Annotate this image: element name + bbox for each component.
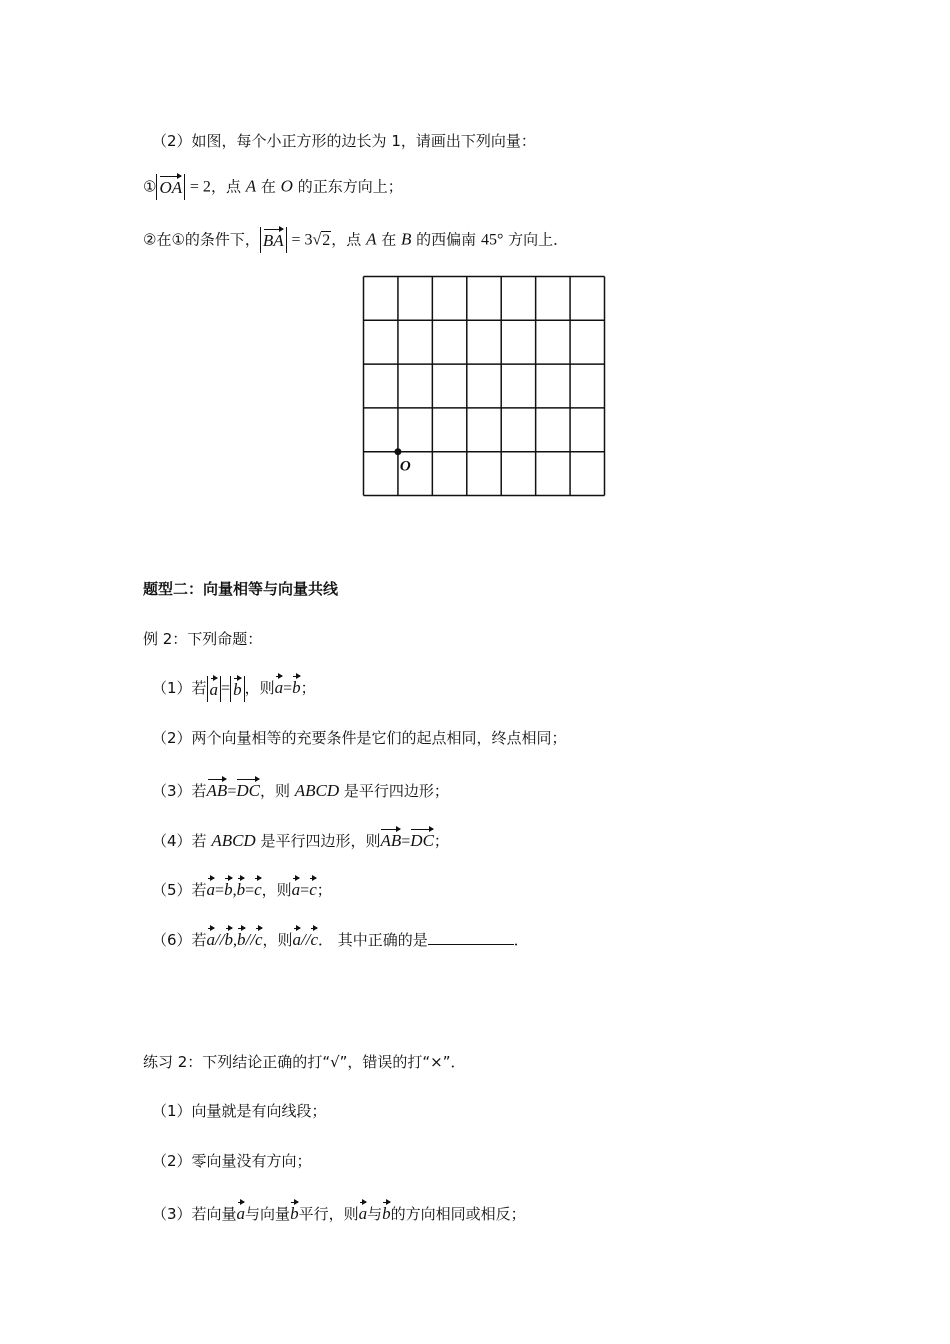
point-a: A (245, 176, 257, 196)
text: 的西偏南 (411, 230, 481, 249)
sqrt-2: 2 (322, 231, 331, 249)
abs-oa (156, 174, 185, 200)
vector-dc: DC (410, 827, 434, 849)
text: 与向量 (245, 1205, 291, 1223)
vector-a: a (207, 876, 216, 898)
vector-a: a (237, 1200, 246, 1222)
eq: = (401, 833, 411, 850)
text: 在 (376, 230, 401, 249)
text: ； (433, 832, 449, 850)
abs-a (207, 676, 222, 702)
proposition-4 (152, 827, 449, 853)
comma: , (233, 932, 237, 949)
angle-45: 45° (480, 231, 504, 249)
text: 方向上． (503, 230, 569, 249)
comma: , (232, 882, 237, 899)
eq: = (283, 680, 293, 697)
vector-a: a (292, 876, 301, 898)
abs-ba (260, 227, 287, 253)
origin-label: O (399, 458, 411, 475)
text: ②在①的条件下， (143, 230, 260, 249)
text: ，则 (261, 881, 292, 899)
practice-question-2: （2）零向量没有方向； (152, 1152, 312, 1170)
proposition-5 (152, 876, 332, 902)
vector-c: c (309, 876, 317, 898)
text: ． (513, 931, 529, 949)
text: （3）若向量 (152, 1205, 237, 1223)
vector-b: b (225, 926, 234, 948)
problem-item-1 (143, 174, 403, 200)
sqrt-sign: √ (312, 231, 322, 249)
eq-2: = 2 (189, 178, 211, 196)
grid-figure (362, 275, 607, 497)
problem-item-2 (143, 227, 568, 253)
quadrilateral-abcd: ABCD (294, 781, 340, 800)
vector-ab: AB (380, 827, 401, 849)
vector-ab: AB (207, 777, 228, 799)
eq: = (300, 882, 310, 899)
vector-c: c (254, 876, 262, 898)
point-b: B (401, 229, 412, 249)
vector-a: a (275, 674, 284, 696)
vector-a: a (207, 926, 216, 948)
text: ，则 (262, 931, 293, 949)
text: 的方向相同或相反； (390, 1205, 526, 1223)
proposition-6 (152, 926, 529, 952)
vector-b: b (224, 876, 233, 898)
vector-a: a (293, 926, 302, 948)
practice-question-3 (152, 1200, 526, 1225)
eq: = (245, 882, 255, 899)
quadrilateral-abcd: ABCD (211, 831, 256, 850)
point-o: O (280, 176, 293, 196)
vector-b: b (290, 1200, 299, 1222)
text: ． 其中正确的是 (318, 931, 428, 949)
text: （1）若 (152, 679, 207, 697)
text: 是平行四边形； (339, 782, 449, 800)
answer-blank[interactable] (428, 930, 514, 945)
vector-b: b (292, 674, 301, 696)
vector-c: c (310, 926, 318, 948)
text: ，则 (259, 782, 295, 800)
problem-intro: （2）如图，每个小正方形的边长为 1，请画出下列向量： (152, 132, 536, 150)
parallel-sign: // (215, 930, 225, 949)
text: ； (316, 881, 332, 899)
vector-a: a (359, 1200, 368, 1222)
vector-a: a (210, 676, 219, 698)
eq-3: = 3 (291, 231, 313, 249)
vector-oa: OA (159, 174, 182, 196)
proposition-3 (152, 777, 449, 803)
text: ，则 (244, 679, 275, 697)
vector-b: b (233, 676, 242, 698)
proposition-1 (152, 674, 316, 702)
practice-question-1: （1）向量就是有向线段； (152, 1102, 327, 1120)
text: ； (300, 679, 316, 697)
origin-point (394, 448, 401, 455)
example-title: 例 2：下列命题： (143, 630, 263, 648)
text: ，点 (331, 230, 367, 249)
text: ，点 (210, 177, 246, 196)
section-heading: 题型二：向量相等与向量共线 (143, 580, 339, 598)
text: （6）若 (152, 931, 207, 949)
vector-b: b (237, 876, 246, 898)
vector-b: b (237, 926, 246, 948)
proposition-2: （2）两个向量相等的充要条件是它们的起点相同，终点相同； (152, 729, 567, 747)
text: 在 (256, 177, 281, 196)
point-a: A (366, 229, 377, 249)
text: （3）若 (152, 782, 207, 800)
text: （4）若 (152, 832, 212, 850)
vector-b: b (382, 1200, 391, 1222)
text: 的正东方向上； (292, 177, 403, 196)
eq: = (221, 680, 231, 697)
practice-title: 练习 2：下列结论正确的打“√”，错误的打“×”． (143, 1053, 466, 1071)
vector-c: c (255, 926, 263, 948)
parallel-sign: // (245, 930, 255, 949)
vector-dc: DC (236, 777, 260, 799)
abs-b (230, 676, 245, 702)
vector-ba: BA (263, 227, 284, 249)
parallel-sign: // (301, 930, 311, 949)
text: 与 (367, 1205, 383, 1223)
eq: = (215, 882, 225, 899)
text: （5）若 (152, 881, 207, 899)
circled-1: ① (143, 177, 157, 196)
text: 平行，则 (298, 1205, 359, 1223)
text: 是平行四边形，则 (255, 832, 381, 850)
eq: = (227, 783, 237, 800)
